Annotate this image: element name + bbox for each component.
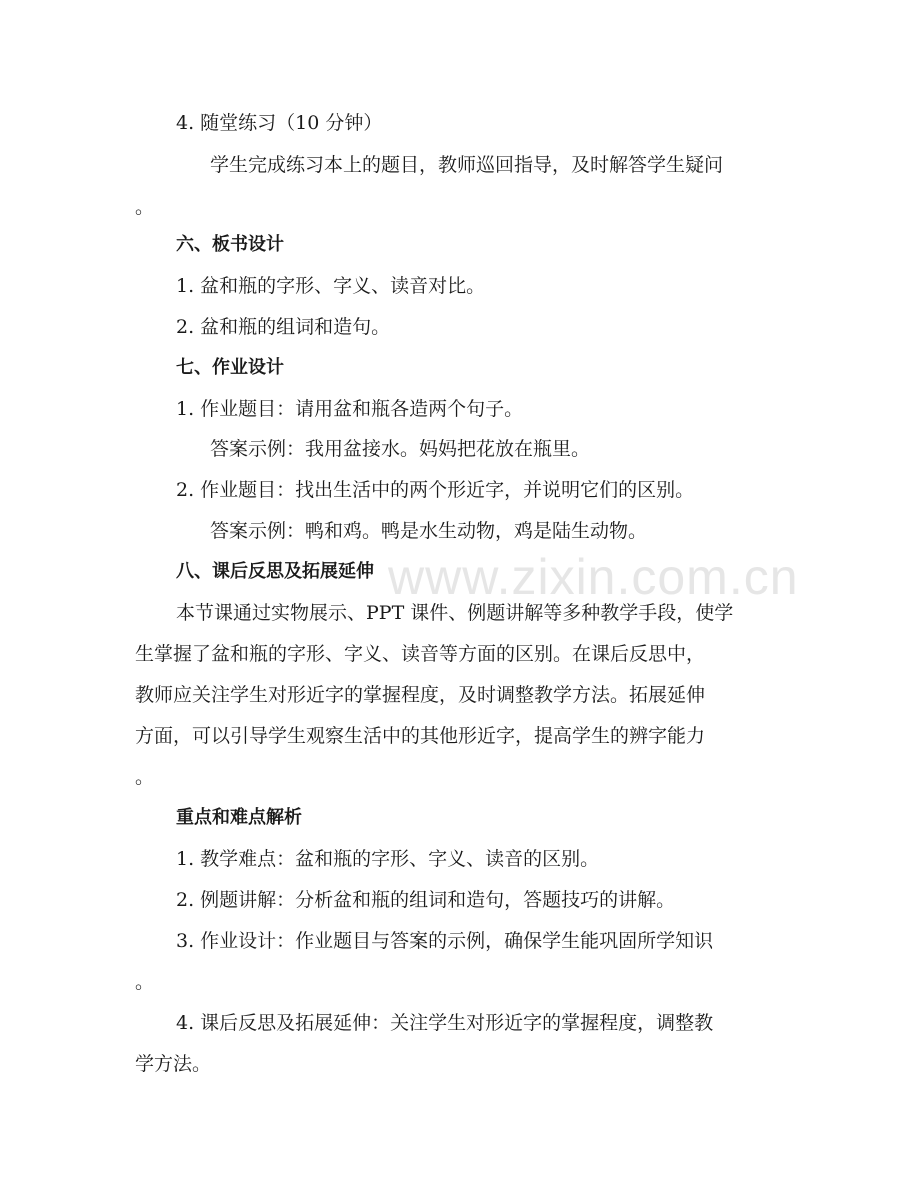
keypoints-item: 2. 例题讲解：分析盆和瓶的组词和造句，答题技巧的讲解。	[176, 889, 676, 911]
section-6-title: 六、板书设计	[176, 234, 284, 255]
section-8-paragraph: 本节课通过实物展示、PPT 课件、例题讲解等多种教学手段，使学	[176, 602, 734, 624]
section-8-paragraph: 教师应关注学生对形近字的掌握程度，及时调整教学方法。拓展延伸	[135, 684, 706, 706]
section-8-paragraph: 方面，可以引导学生观察生活中的其他形近字，提高学生的辨字能力	[135, 725, 706, 747]
keypoints-item: 1. 教学难点：盆和瓶的字形、字义、读音的区别。	[176, 848, 600, 870]
section-8-paragraph: 。	[135, 766, 155, 788]
section-8-title: 八、课后反思及拓展延伸	[176, 561, 374, 582]
homework-answer-1: 答案示例：我用盆接水。妈妈把花放在瓶里。	[210, 438, 591, 460]
keypoints-item-continuation: 。	[135, 971, 155, 993]
keypoints-item: 4. 课后反思及拓展延伸：关注学生对形近字的掌握程度，调整教	[176, 1012, 714, 1034]
section-8-paragraph: 生掌握了盆和瓶的字形、字义、读音等方面的区别。在课后反思中，	[135, 643, 706, 665]
item4-body-continuation: 。	[135, 196, 155, 218]
keypoints-title: 重点和难点解析	[176, 807, 302, 828]
item4-body: 学生完成练习本上的题目，教师巡回指导，及时解答学生疑问	[210, 154, 724, 176]
section-6-item: 2. 盆和瓶的组词和造句。	[176, 316, 391, 338]
homework-answer-2: 答案示例：鸭和鸡。鸭是水生动物，鸡是陆生动物。	[210, 520, 648, 542]
watermark: www.zixin.com.cn	[388, 549, 799, 605]
section-7-title: 七、作业设计	[176, 357, 284, 378]
keypoints-item: 3. 作业设计：作业题目与答案的示例，确保学生能巩固所学知识	[176, 930, 714, 952]
section-6-item: 1. 盆和瓶的字形、字义、读音对比。	[176, 275, 486, 297]
keypoints-item-continuation: 学方法。	[135, 1053, 212, 1075]
homework-question-2: 2. 作业题目：找出生活中的两个形近字，并说明它们的区别。	[176, 479, 695, 501]
homework-question-1: 1. 作业题目：请用盆和瓶各造两个句子。	[176, 398, 524, 420]
item4-heading: 4. 随堂练习（10 分钟）	[176, 112, 383, 134]
